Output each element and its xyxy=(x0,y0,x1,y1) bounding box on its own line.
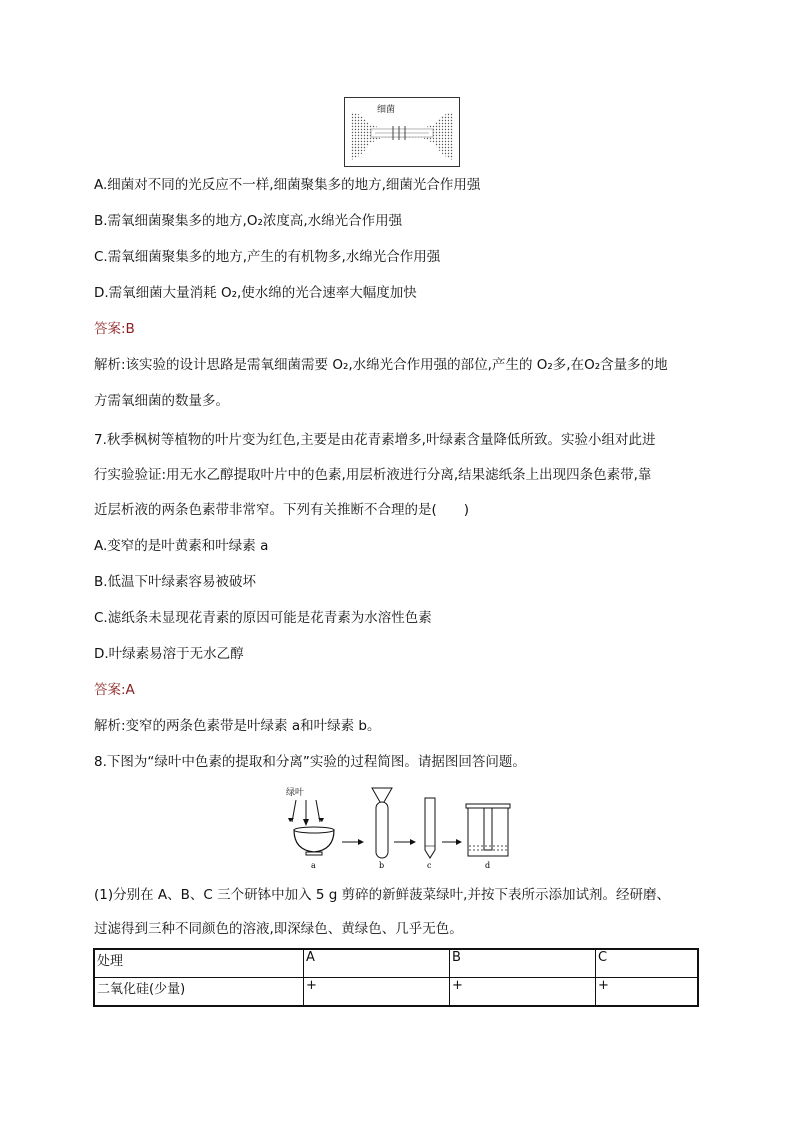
table-row xyxy=(94,978,698,1007)
table-cell: 二氧化硅(少量) xyxy=(94,978,304,1007)
table-cell: + xyxy=(304,978,450,1007)
bacteria-figure-label: 细菌 xyxy=(377,105,396,115)
q7-stem-line2: 行实验验证:用无水乙醇提取叶片中的色素,用层析液进行分离,结果滤纸条上出现四条色素带,靠 xyxy=(94,467,652,483)
q6-answer: 答案:B xyxy=(94,321,135,337)
bacteria-figure xyxy=(344,97,460,167)
q8-part1-line1: (1)分别在 A、B、C 三个研钵中加入 5 g 剪碎的新鲜菠菜绿叶,并按下表所示添加试剂。经研磨、 xyxy=(94,887,670,903)
table-header-cell: A xyxy=(304,949,450,978)
reagent-table xyxy=(93,948,699,1007)
table-header-cell: C xyxy=(596,949,699,978)
pigment-experiment-figure xyxy=(270,784,520,874)
table-cell: + xyxy=(596,978,699,1007)
label-d: d xyxy=(485,861,491,870)
bacteria-distribution-drawing xyxy=(345,98,459,166)
q6-option-d: D.需氧细菌大量消耗 O₂,使水绵的光合速率大幅度加快 xyxy=(94,285,417,301)
table-header-cell: 处理 xyxy=(94,949,304,978)
q7-option-c: C.滤纸条未显现花青素的原因可能是花青素为水溶性色素 xyxy=(94,610,432,626)
label-a: a xyxy=(311,861,316,870)
q8-part1-line2: 过滤得到三种不同颜色的溶液,即深绿色、黄绿色、几乎无色。 xyxy=(94,921,463,937)
label-b: b xyxy=(379,861,385,870)
pigment-experiment-drawing xyxy=(270,784,520,874)
q7-option-d: D.叶绿素易溶于无水乙醇 xyxy=(94,646,244,662)
table-header-row xyxy=(94,949,698,978)
table-cell: + xyxy=(450,978,596,1007)
q6-analysis-line2: 方需氧细菌的数量多。 xyxy=(94,393,229,409)
q7-answer: 答案:A xyxy=(94,682,135,698)
q6-option-c: C.需氧细菌聚集多的地方,产生的有机物多,水绵光合作用强 xyxy=(94,249,441,265)
q7-stem-line1: 7.秋季枫树等植物的叶片变为红色,主要是由花青素增多,叶绿素含量降低所致。实验小组对此进 xyxy=(94,432,656,448)
leaf-label: 绿叶 xyxy=(286,788,305,798)
q6-option-b: B.需氧细菌聚集多的地方,O₂浓度高,水绵光合作用强 xyxy=(94,213,403,229)
q7-option-a: A.变窄的是叶黄素和叶绿素 a xyxy=(94,538,269,554)
q6-analysis-line1: 解析:该实验的设计思路是需氧细菌需要 O₂,水绵光合作用强的部位,产生的 O₂多,在O₂含量多的地 xyxy=(94,357,668,373)
q7-analysis: 解析:变窄的两条色素带是叶绿素 a和叶绿素 b。 xyxy=(94,718,381,734)
label-c: c xyxy=(427,861,432,870)
q7-option-b: B.低温下叶绿素容易被破坏 xyxy=(94,574,257,590)
q7-stem-line3: 近层析液的两条色素带非常窄。下列有关推断不合理的是( ) xyxy=(94,502,470,518)
q6-option-a: A.细菌对不同的光反应不一样,细菌聚集多的地方,细菌光合作用强 xyxy=(94,177,481,193)
q8-stem: 8.下图为“绿叶中色素的提取和分离”实验的过程简图。请据图回答问题。 xyxy=(94,754,526,770)
table-header-cell: B xyxy=(450,949,596,978)
